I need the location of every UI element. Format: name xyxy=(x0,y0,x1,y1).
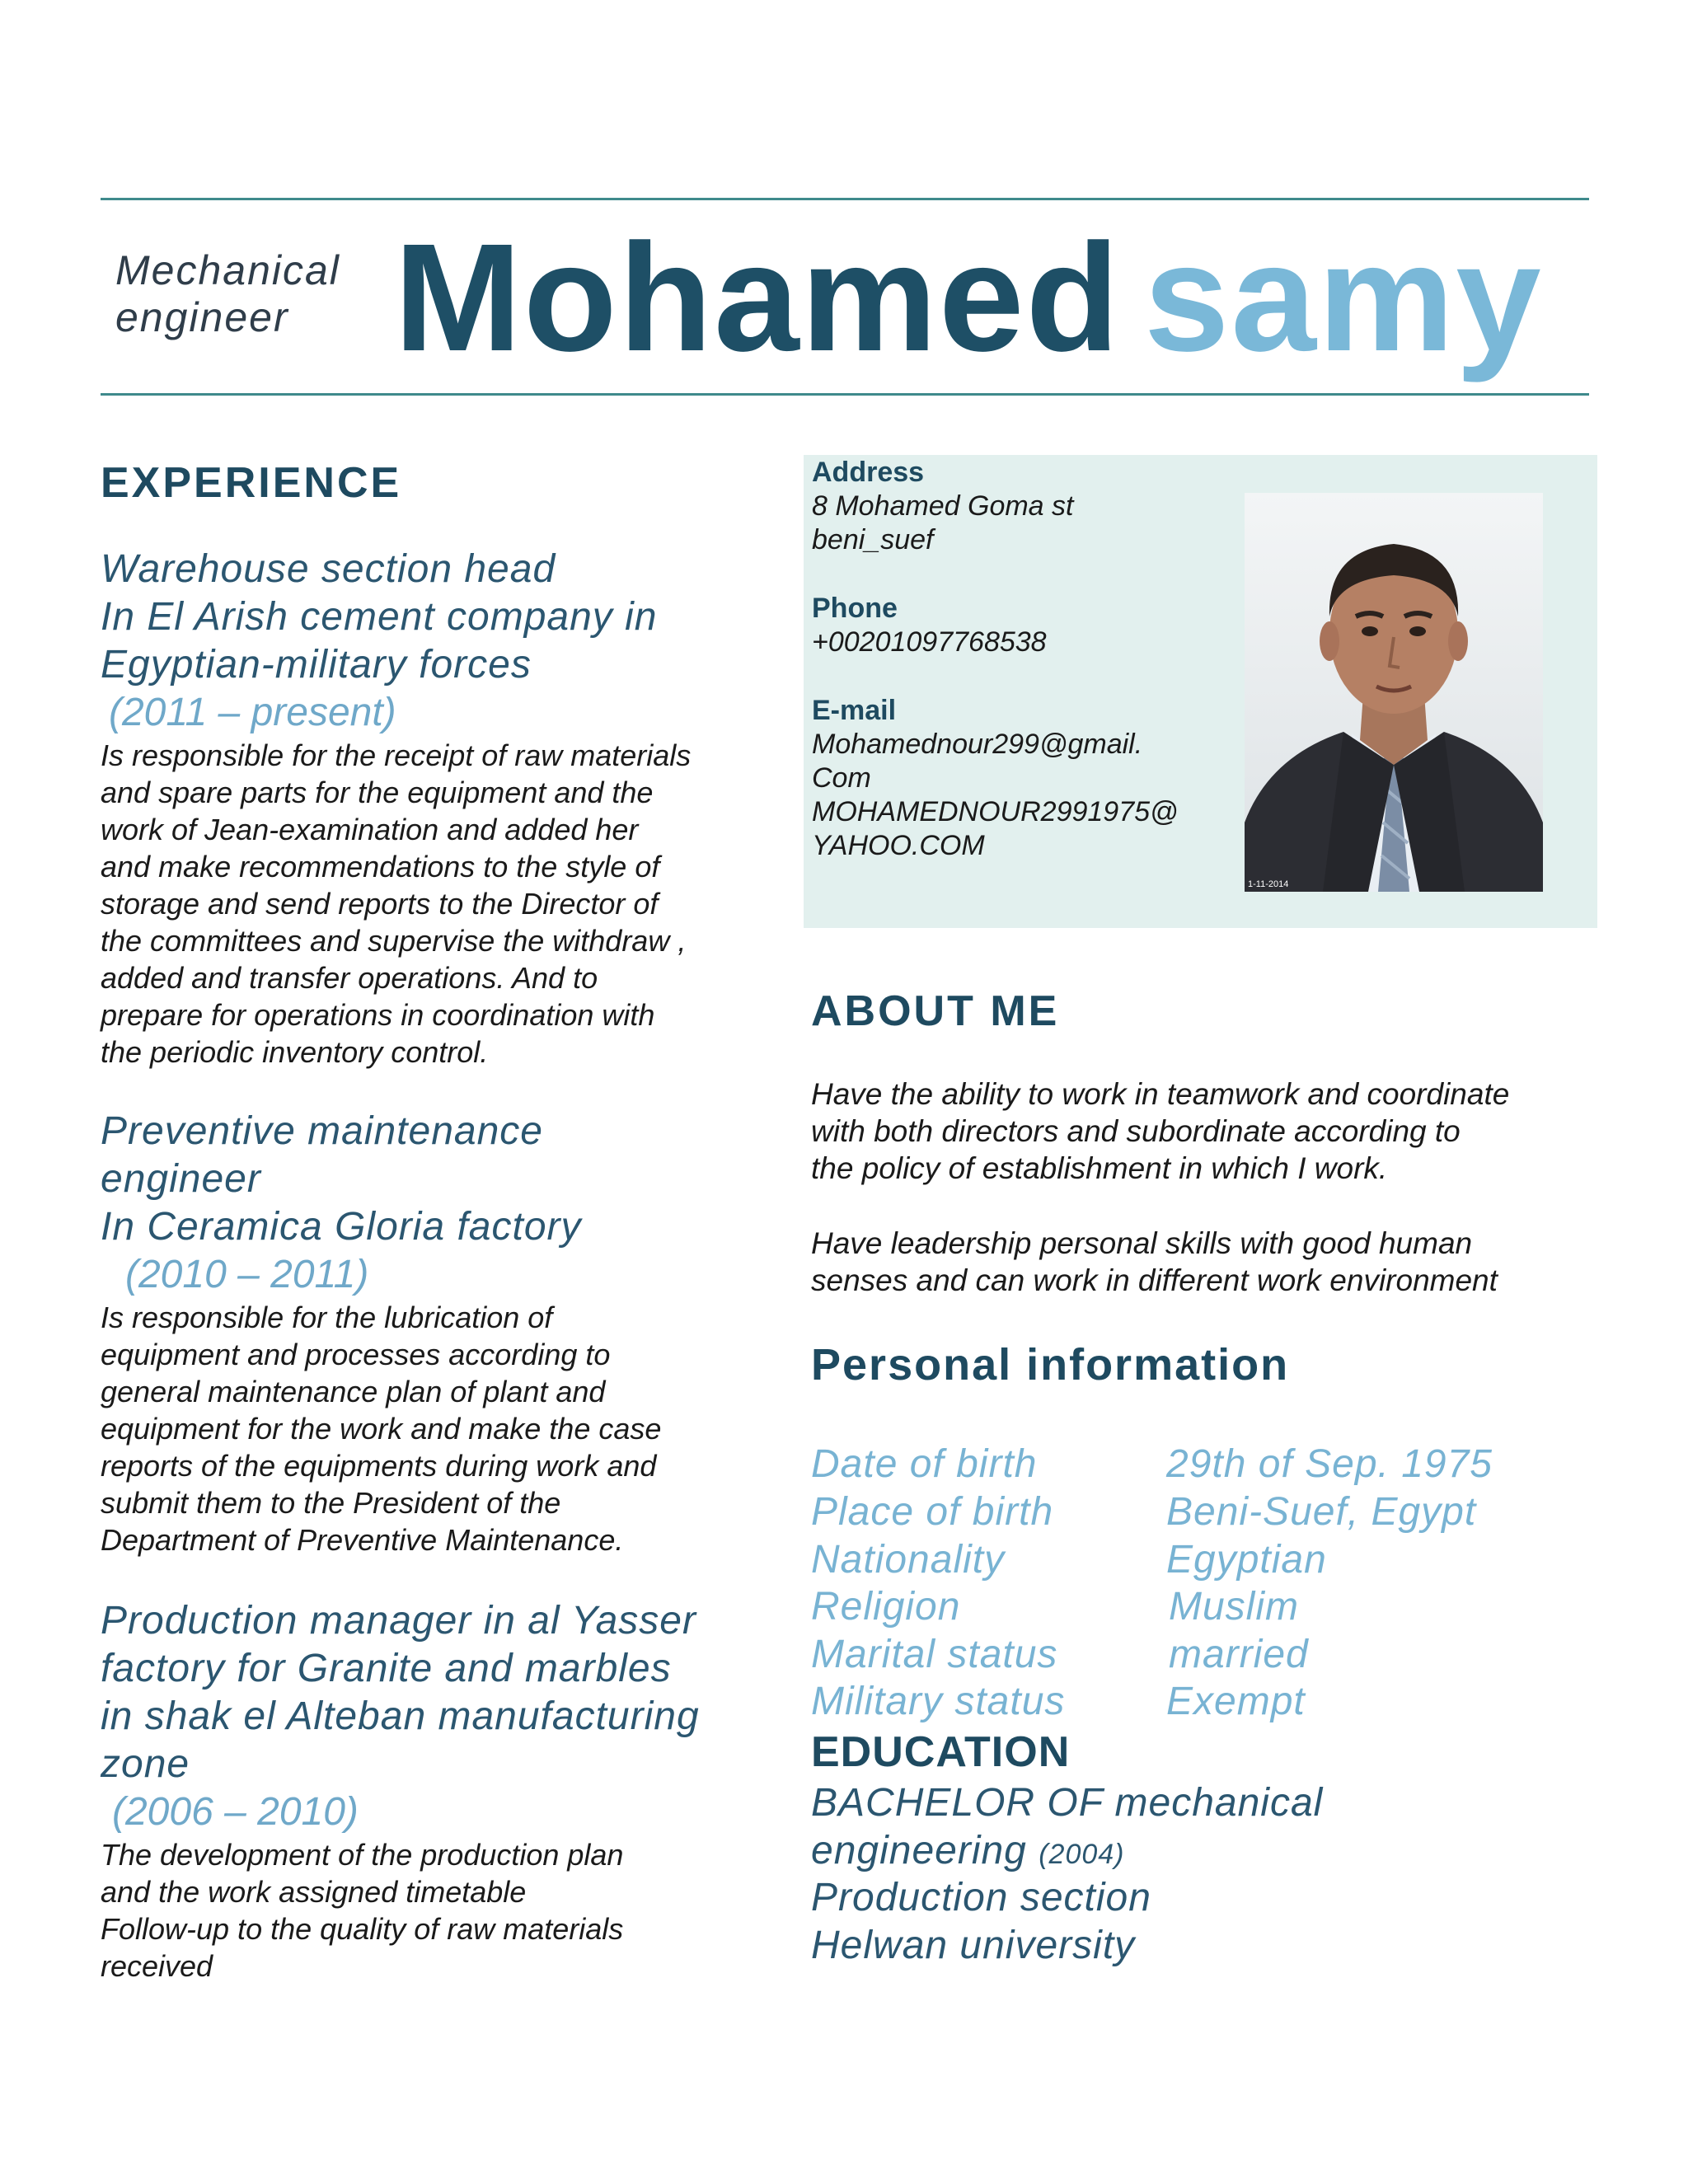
job-period: (2011 – present) xyxy=(109,691,396,734)
job-description xyxy=(101,1299,776,1558)
pi-label: Marital status xyxy=(811,1633,1058,1676)
desc-line: storage and send reports to the Director of xyxy=(101,887,659,921)
desc-line: prepare for operations in coordination with xyxy=(101,998,655,1032)
job-title-line: Warehouse section head xyxy=(101,547,556,591)
phone-label: Phone xyxy=(812,593,898,624)
first-name: Mohamed xyxy=(394,213,1122,383)
pi-value: married xyxy=(1169,1633,1309,1676)
job-period: (2010 – 2011) xyxy=(125,1253,369,1296)
education-section: Production section xyxy=(811,1876,1151,1919)
personal-info-heading: Personal information xyxy=(811,1340,1290,1390)
desc-line: submit them to the President of the xyxy=(101,1486,561,1520)
job-entry xyxy=(101,546,776,1071)
desc-line: added and transfer operations. And to xyxy=(101,961,598,995)
email-line: YAHOO.COM xyxy=(812,830,985,861)
phone-value: +00201097768538 xyxy=(812,626,1047,658)
job-subtitle xyxy=(115,247,340,341)
education-heading: EDUCATION xyxy=(811,1728,1071,1776)
pi-label: Nationality xyxy=(811,1538,1006,1582)
desc-line: and spare parts for the equipment and the xyxy=(101,776,654,809)
desc-line: the committees and supervise the withdraw , xyxy=(101,924,687,958)
job-period: (2006 – 2010) xyxy=(112,1790,359,1834)
pi-label: Place of birth xyxy=(811,1490,1054,1534)
desc-line: and the work assigned timetable xyxy=(101,1875,527,1909)
pi-value: Muslim xyxy=(1169,1585,1299,1629)
job-title-line: zone xyxy=(101,1742,190,1786)
email-label: E-mail xyxy=(812,695,897,726)
job-title-line: engineer xyxy=(101,1157,261,1201)
bottom-rule xyxy=(101,393,1589,396)
pi-value: Egyptian xyxy=(1166,1538,1327,1582)
last-name: samy xyxy=(1144,213,1543,383)
email-line: Com xyxy=(812,762,871,794)
experience-heading: EXPERIENCE xyxy=(101,459,402,507)
job-title-line: Egyptian-military forces xyxy=(101,643,532,687)
education-university: Helwan university xyxy=(811,1924,1136,1967)
address-line: 8 Mohamed Goma st xyxy=(812,490,1074,522)
pi-label: Military status xyxy=(811,1680,1066,1723)
about-paragraph-2 xyxy=(811,1225,1602,1299)
portrait-illustration xyxy=(1245,493,1543,892)
job-title-line: factory for Granite and marbles xyxy=(101,1647,672,1690)
pi-value: Beni-Suef, Egypt xyxy=(1166,1490,1477,1534)
pi-value: Exempt xyxy=(1166,1680,1306,1723)
job-title-line: in shak el Alteban manufacturing xyxy=(101,1694,700,1738)
desc-line: reports of the equipments during work and xyxy=(101,1449,657,1483)
about-line: Have leadership personal skills with good human xyxy=(811,1226,1473,1260)
desc-line: Follow-up to the quality of raw materials xyxy=(101,1912,624,1946)
top-rule xyxy=(101,198,1589,200)
education-year: (2004) xyxy=(1039,1839,1125,1870)
job-title-line: Production manager in al Yasser xyxy=(101,1599,696,1643)
desc-line: the periodic inventory control. xyxy=(101,1035,489,1069)
email-line: MOHAMEDNOUR2991975@ xyxy=(812,796,1179,827)
desc-line: The development of the production plan xyxy=(101,1838,624,1872)
pi-label: Religion xyxy=(811,1585,961,1629)
about-heading: ABOUT ME xyxy=(811,987,1060,1035)
desc-line: Is responsible for the receipt of raw materials xyxy=(101,738,692,772)
job-title xyxy=(101,1108,776,1251)
desc-line: Department of Preventive Maintenance. xyxy=(101,1523,624,1557)
subtitle-line-1: Mechanical xyxy=(115,247,340,293)
about-paragraph-1 xyxy=(811,1076,1602,1187)
job-description xyxy=(101,737,776,1071)
desc-line: received xyxy=(101,1949,213,1983)
education-degree-line: BACHELOR OF mechanical xyxy=(811,1781,1324,1825)
contact-details xyxy=(812,455,1240,863)
job-entry xyxy=(101,1108,776,1558)
desc-line: Is responsible for the lubrication of xyxy=(101,1301,553,1334)
photo-date-stamp: 1-11-2014 xyxy=(1248,879,1289,889)
education-degree-line xyxy=(811,1827,1125,1878)
email-line: Mohamednour299@gmail. xyxy=(812,729,1143,760)
about-line: with both directors and subordinate according to xyxy=(811,1114,1461,1148)
job-title xyxy=(101,1597,776,1788)
desc-line: work of Jean-examination and added her xyxy=(101,813,639,846)
job-entry xyxy=(101,1597,776,1985)
desc-line: equipment and processes according to xyxy=(101,1338,611,1371)
education-field: engineering xyxy=(811,1829,1027,1872)
about-line: Have the ability to work in teamwork and coordinate xyxy=(811,1077,1510,1111)
job-title-line: In El Arish cement company in xyxy=(101,595,658,639)
desc-line: general maintenance plan of plant and xyxy=(101,1375,606,1408)
subtitle-line-2: engineer xyxy=(115,294,289,340)
job-title xyxy=(101,546,776,689)
desc-line: and make recommendations to the style of xyxy=(101,850,660,883)
job-title-line: In Ceramica Gloria factory xyxy=(101,1205,582,1249)
pi-value: 29th of Sep. 1975 xyxy=(1166,1442,1493,1486)
about-line: senses and can work in different work environment xyxy=(811,1263,1498,1297)
address-label: Address xyxy=(812,457,925,488)
profile-photo xyxy=(1245,493,1543,892)
address-line: beni_suef xyxy=(812,524,934,555)
pi-label: Date of birth xyxy=(811,1442,1038,1486)
desc-line: equipment for the work and make the case xyxy=(101,1412,662,1446)
job-description xyxy=(101,1836,776,1985)
about-line: the policy of establishment in which I work. xyxy=(811,1151,1388,1185)
job-title-line: Preventive maintenance xyxy=(101,1109,543,1153)
